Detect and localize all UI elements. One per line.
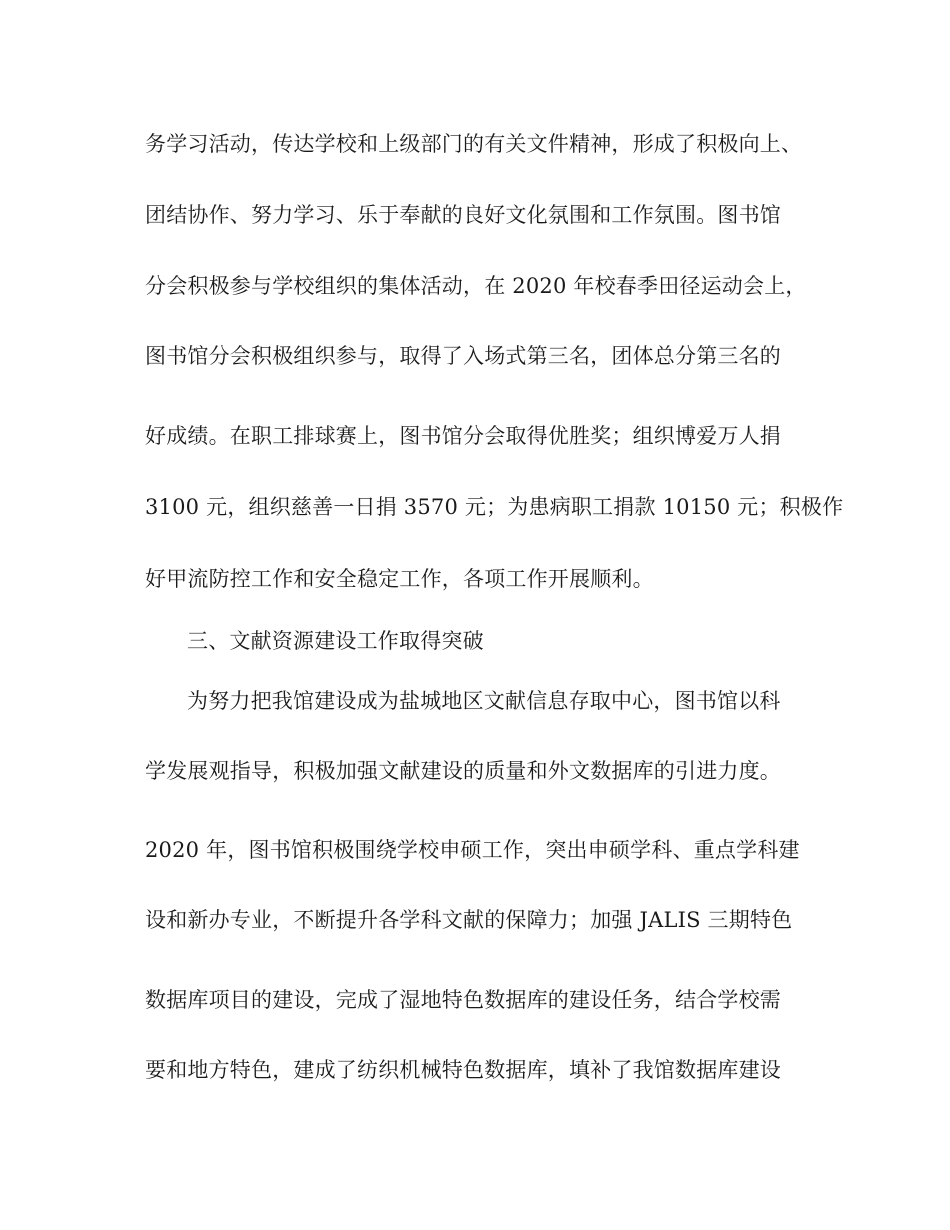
- body-text-line: 设和新办专业，不断提升各学科文献的保障力；加强 JALIS 三期特色: [145, 908, 793, 932]
- body-text-line: 图书馆分会积极组织参与，取得了入场式第三名，团体总分第三名的: [145, 344, 781, 368]
- section-heading: 三、文献资源建设工作取得突破: [187, 629, 484, 653]
- body-text-line: 团结协作、努力学习、乐于奉献的良好文化氛围和工作氛围。图书馆: [145, 203, 781, 227]
- body-text-line: 3100 元，组织慈善一日捐 3570 元；为患病职工捐款 10150 元；积极作: [145, 495, 844, 519]
- paragraph-first-line: 为努力把我馆建设成为盐城地区文献信息存取中心，图书馆以科: [187, 689, 781, 713]
- body-text-line: 2020 年，图书馆积极围绕学校申硕工作，突出申硕学科、重点学科建: [145, 838, 800, 862]
- body-text-line: 要和地方特色，建成了纺织机械特色数据库，填补了我馆数据库建设: [145, 1058, 781, 1082]
- body-text-line: 好甲流防控工作和安全稳定工作，各项工作开展顺利。: [145, 567, 654, 591]
- body-text-line: 学发展观指导，积极加强文献建设的质量和外文数据库的引进力度。: [145, 759, 781, 783]
- body-text-line: 务学习活动，传达学校和上级部门的有关文件精神，形成了积极向上、: [145, 132, 803, 156]
- body-text-line: 分会积极参与学校组织的集体活动，在 2020 年校春季田径运动会上，: [145, 274, 807, 298]
- body-text-line: 数据库项目的建设，完成了湿地特色数据库的建设任务，结合学校需: [145, 988, 781, 1012]
- body-text-line: 好成绩。在职工排球赛上，图书馆分会取得优胜奖；组织博爱万人捐: [145, 424, 781, 448]
